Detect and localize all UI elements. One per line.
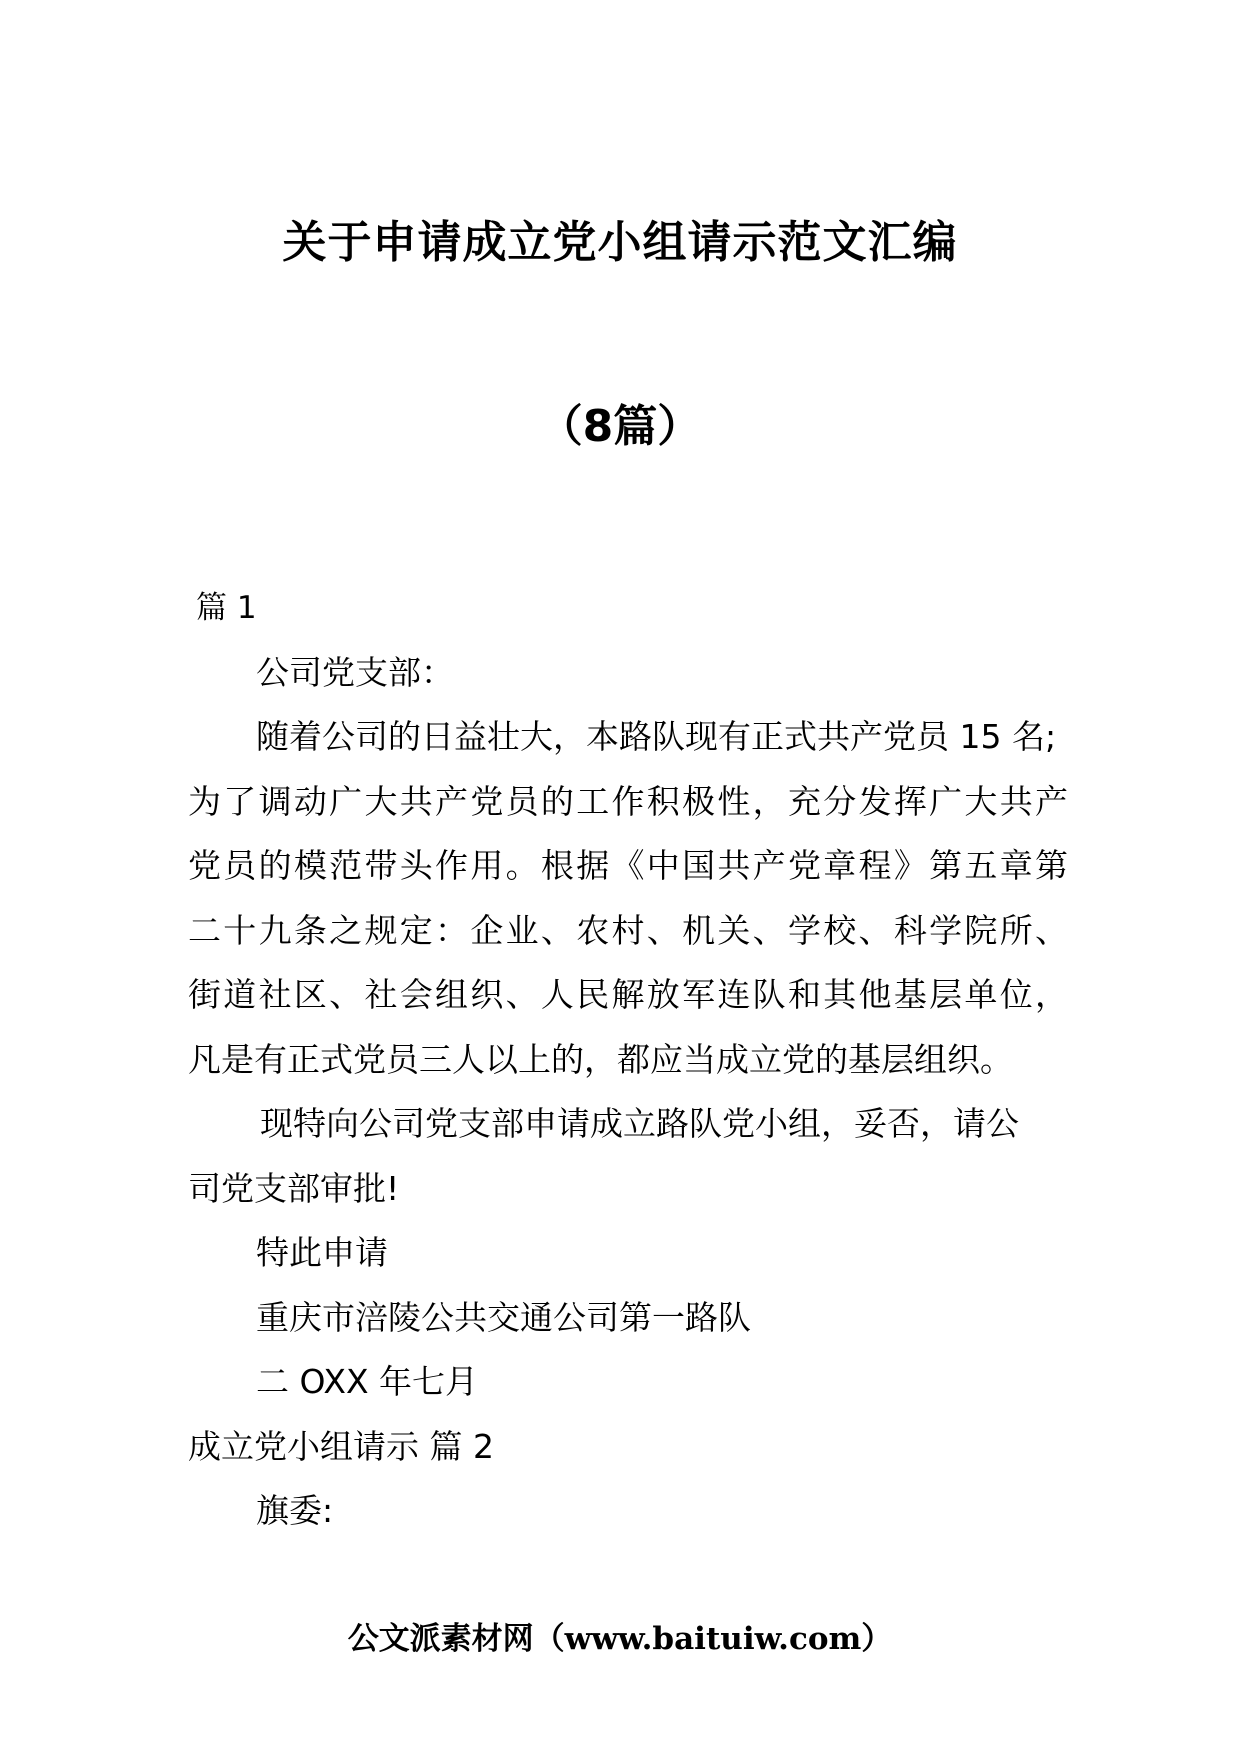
paragraph-line: 随着公司的日益壮大，本路队现有正式共产党员 15 名; bbox=[256, 717, 1057, 756]
document-subtitle: （8篇） bbox=[538, 401, 702, 452]
date-text: 二 OXX 年七月 bbox=[256, 1362, 479, 1401]
salutation-2: 旗委: bbox=[256, 1491, 334, 1530]
paragraph-line: 为了调动广大共产党员的工作积极性，充分发挥广大共产 bbox=[188, 781, 1068, 821]
paragraph-line: 现特向公司党支部申请成立路队党小组，妥否，请公 bbox=[260, 1104, 1019, 1143]
document-title: 关于申请成立党小组请示范文汇编 bbox=[282, 217, 958, 268]
paragraph-line: 街道社区、社会组织、人民解放军连队和其他基层单位， bbox=[188, 975, 1068, 1014]
section-heading-2: 成立党小组请示 篇 2 bbox=[188, 1426, 494, 1466]
footer-source: 公文派素材网（www.baituiw.com） bbox=[347, 1621, 893, 1657]
paragraph-line: 二十九条之规定：企业、农村、机关、学校、科学院所、 bbox=[188, 910, 1068, 950]
salutation-1: 公司党支部： bbox=[256, 652, 454, 692]
section-heading-1: 篇 1 bbox=[196, 590, 257, 626]
paragraph-line: 党员的模范带头作用。根据《中国共产党章程》第五章第 bbox=[188, 846, 1068, 885]
paragraph-line: 凡是有正式党员三人以上的，都应当成立党的基层组织。 bbox=[188, 1039, 1013, 1079]
document-body bbox=[188, 576, 1068, 1544]
paragraph-line: 司党支部审批! bbox=[188, 1168, 400, 1208]
closing-text: 特此申请 bbox=[256, 1233, 388, 1272]
signature-text: 重庆市涪陵公共交通公司第一路队 bbox=[256, 1297, 751, 1337]
